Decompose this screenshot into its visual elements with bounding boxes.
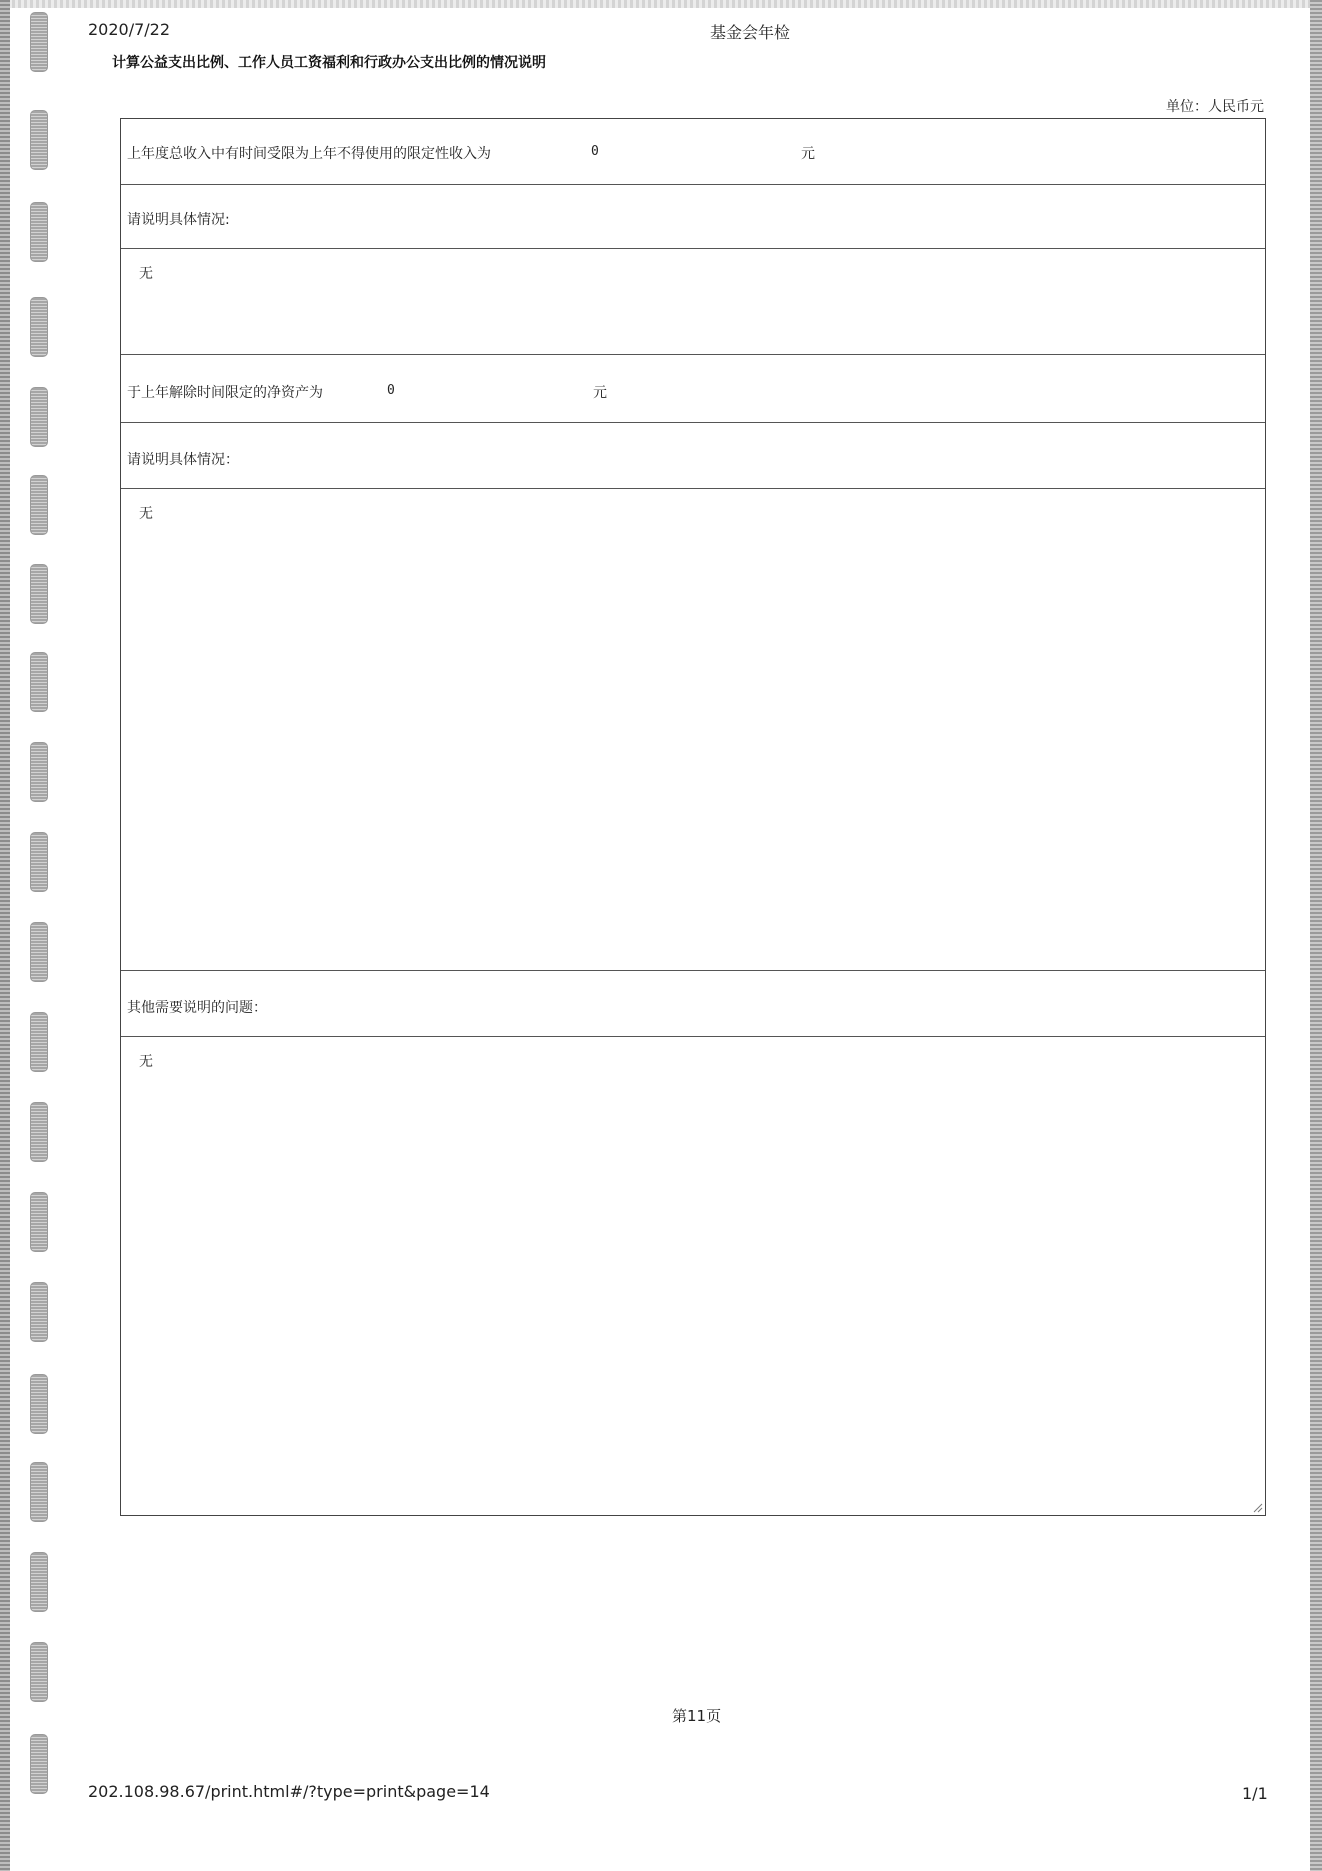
page-header-title: 基金会年检 xyxy=(710,23,791,42)
currency-unit-label: 单位：人民币元 xyxy=(1166,99,1264,115)
scan-edge-right xyxy=(1310,0,1322,1871)
explain-2-label: 请说明具体情况： xyxy=(127,452,239,468)
other-issues-textarea[interactable] xyxy=(121,1037,1265,1515)
explain-1-label-row xyxy=(121,185,1265,249)
binder-hole xyxy=(30,1102,48,1162)
scan-edge-top xyxy=(0,0,1322,8)
binder-hole xyxy=(30,1374,48,1434)
other-issues-label-row xyxy=(121,971,1265,1037)
explain-2-label-row xyxy=(121,423,1265,489)
binder-hole xyxy=(30,1012,48,1072)
explanation-form xyxy=(120,118,1266,1516)
explain-1-label: 请说明具体情况: xyxy=(127,212,230,228)
binder-hole xyxy=(30,652,48,712)
explain-2-textarea[interactable] xyxy=(121,489,1265,971)
binder-hole xyxy=(30,1552,48,1612)
resize-grip-icon[interactable] xyxy=(1251,1501,1263,1513)
print-page-count: 1/1 xyxy=(1242,1784,1268,1803)
released-net-assets-unit: 元 xyxy=(593,385,607,401)
restricted-income-label: 上年度总收入中有时间受限为上年不得使用的限定性收入为 xyxy=(127,146,491,162)
print-date: 2020/7/22 xyxy=(88,20,171,39)
other-issues-text: 无 xyxy=(139,1054,153,1070)
restricted-income-row xyxy=(121,119,1265,185)
restricted-income-value: 0 xyxy=(591,144,599,159)
binder-hole xyxy=(30,742,48,802)
binder-hole xyxy=(30,1192,48,1252)
binder-hole xyxy=(30,1734,48,1794)
explain-2-text: 无 xyxy=(139,506,153,522)
binder-hole xyxy=(30,1462,48,1522)
binder-hole xyxy=(30,387,48,447)
binder-hole xyxy=(30,1282,48,1342)
binder-hole xyxy=(30,110,48,170)
explain-1-textarea[interactable] xyxy=(121,249,1265,355)
binder-holes xyxy=(30,12,48,1862)
print-url: 202.108.98.67/print.html#/?type=print&page=14 xyxy=(88,1782,490,1801)
restricted-income-unit: 元 xyxy=(801,146,815,162)
binder-hole xyxy=(30,1642,48,1702)
page-number: 第11页 xyxy=(672,1707,722,1725)
scan-edge-left xyxy=(0,0,10,1871)
document-title: 计算公益支出比例、工作人员工资福利和行政办公支出比例的情况说明 xyxy=(112,55,546,71)
binder-hole xyxy=(30,564,48,624)
explain-1-text: 无 xyxy=(139,266,153,282)
released-net-assets-label: 于上年解除时间限定的净资产为 xyxy=(127,385,323,401)
binder-hole xyxy=(30,12,48,72)
binder-hole xyxy=(30,475,48,535)
binder-hole xyxy=(30,922,48,982)
binder-hole xyxy=(30,202,48,262)
binder-hole xyxy=(30,832,48,892)
other-issues-label: 其他需要说明的问题： xyxy=(127,1000,267,1016)
released-net-assets-row xyxy=(121,355,1265,423)
released-net-assets-value: 0 xyxy=(387,383,395,398)
binder-hole xyxy=(30,297,48,357)
